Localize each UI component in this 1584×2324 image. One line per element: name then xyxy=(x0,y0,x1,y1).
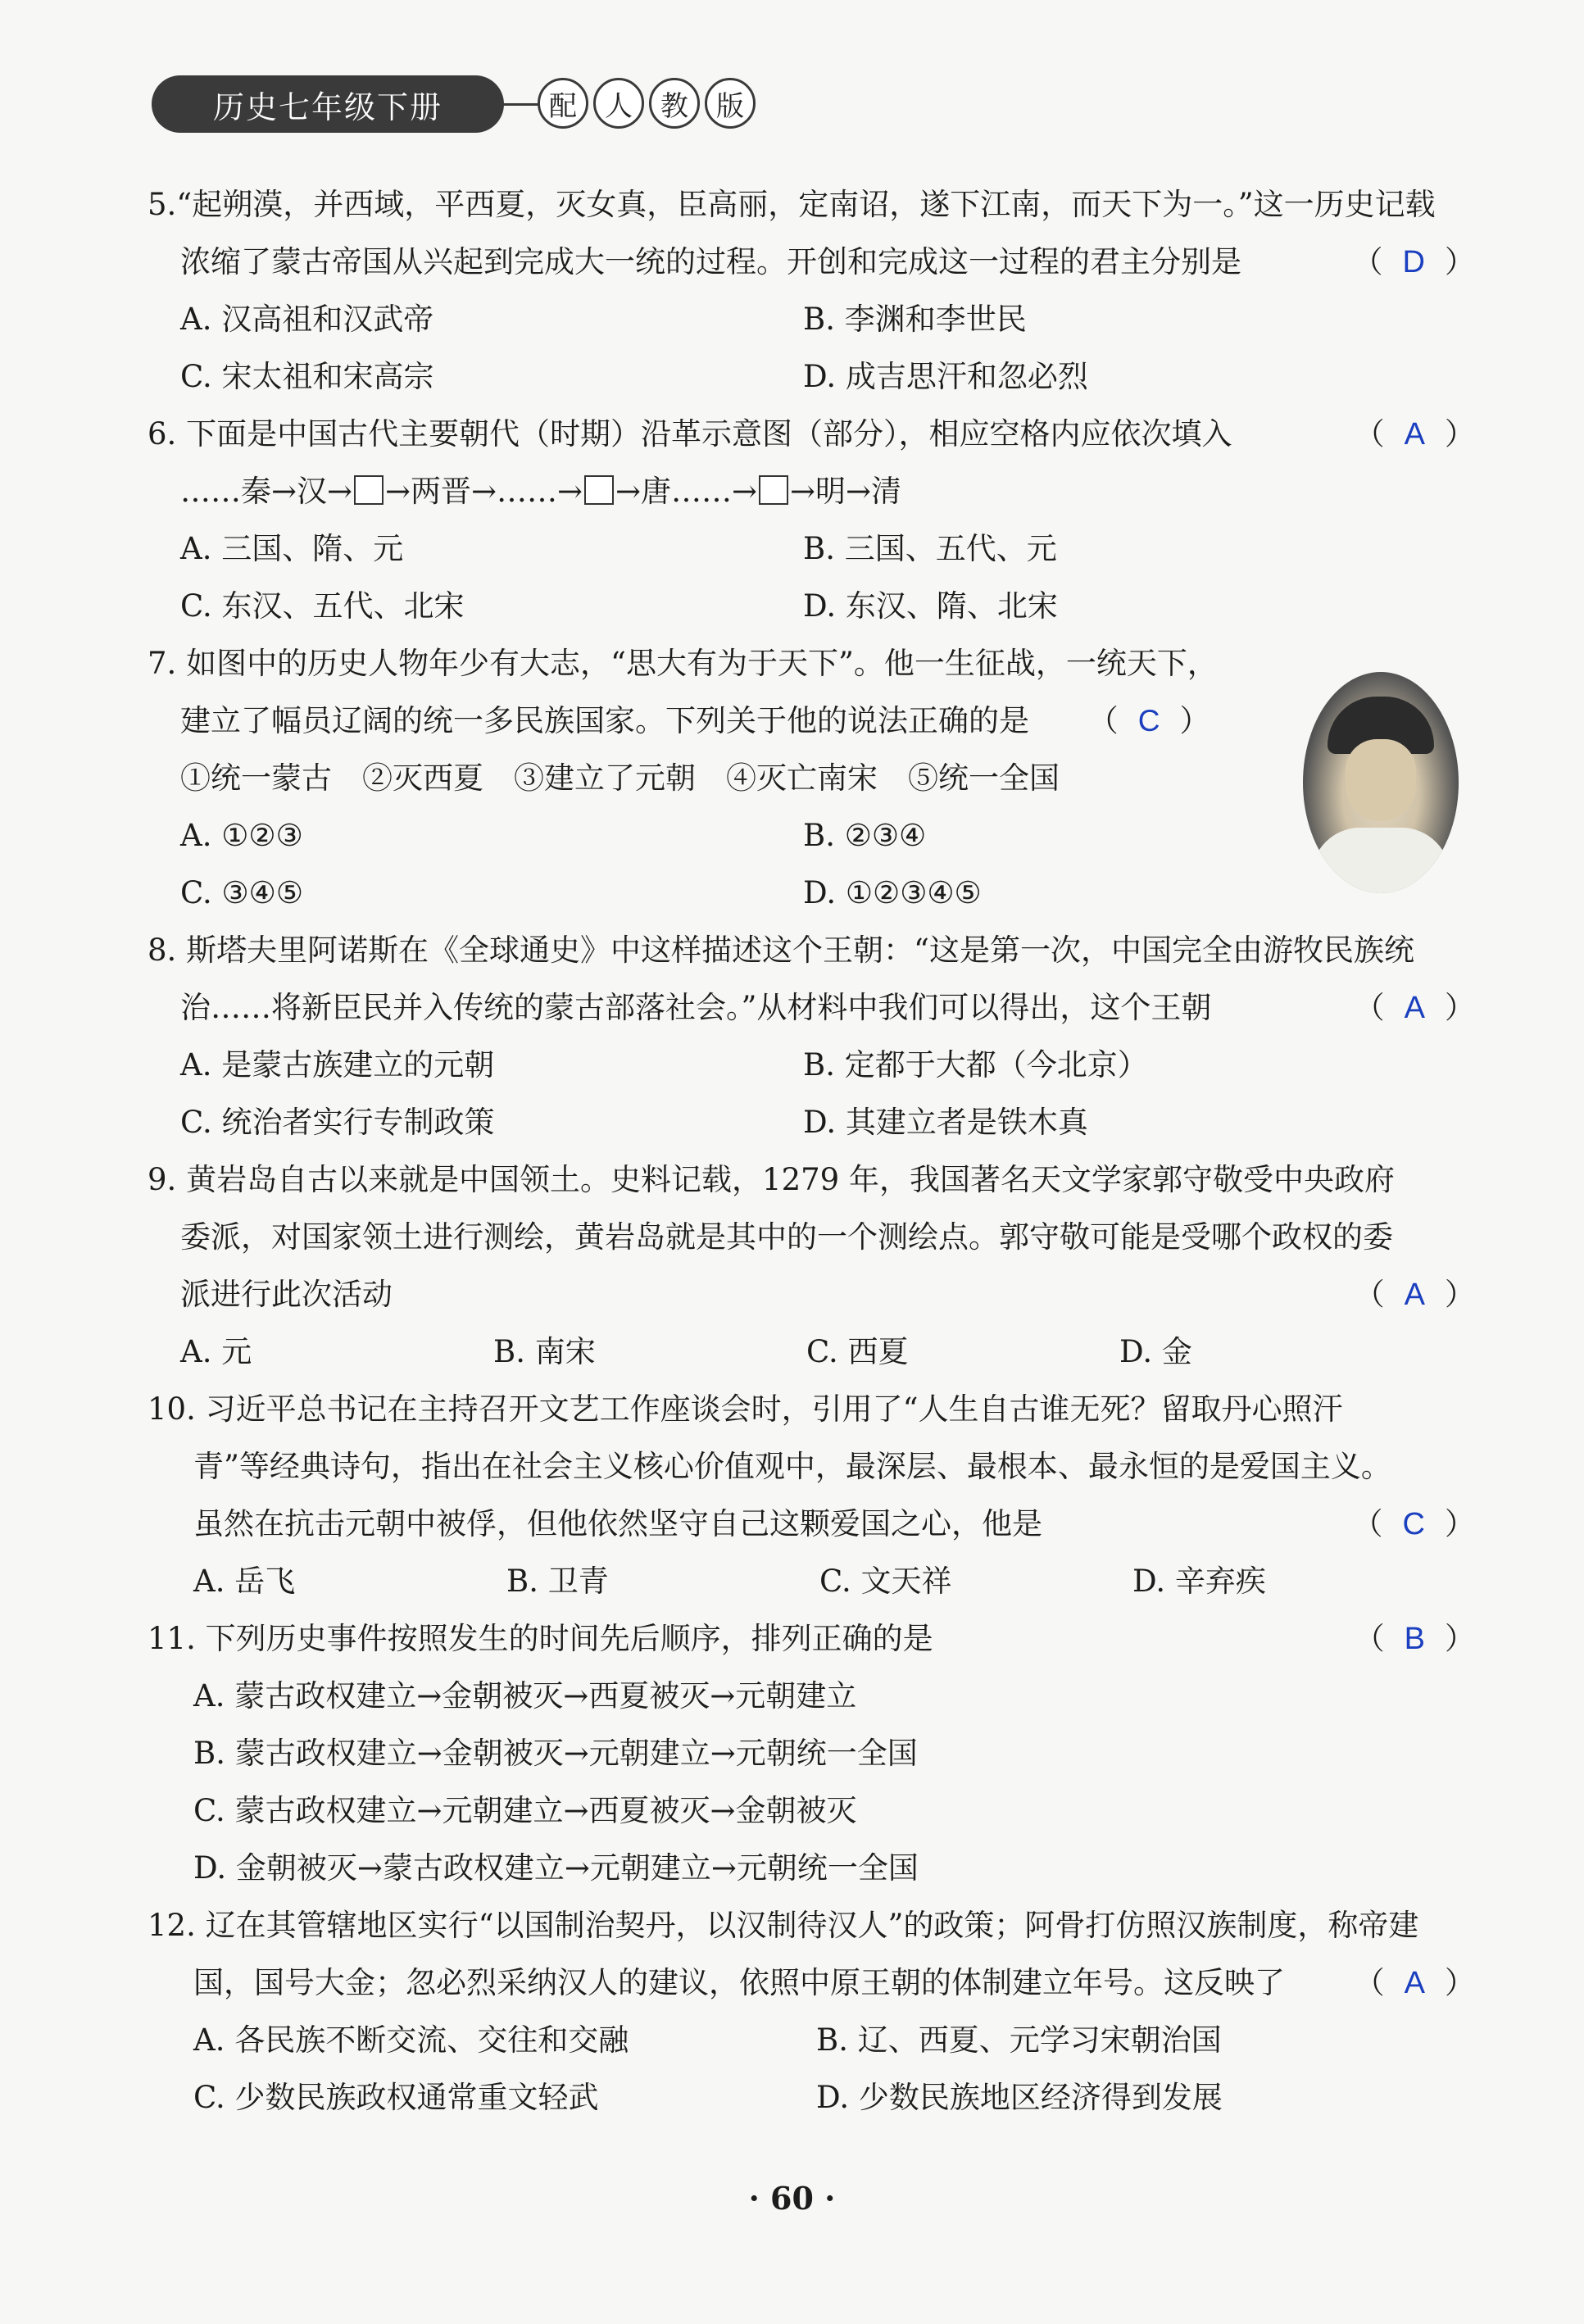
option: B. 李渊和李世民 xyxy=(803,302,1027,337)
question-stem: 虽然在抗击元朝中被俘，但他依然坚守自己这颗爱国之心，他是 （ C ） xyxy=(148,1496,1475,1553)
option: C. 蒙古政权建立→元朝建立→西夏被灭→金朝被灭 xyxy=(193,1793,857,1828)
question-stem: 派进行此次活动 （ A ） xyxy=(148,1266,1475,1323)
question-list xyxy=(148,176,1475,2127)
option: B. 卫青 xyxy=(506,1564,609,1599)
option: D. 东汉、隋、北宋 xyxy=(803,588,1058,624)
option: A. 各民族不断交流、交往和交融 xyxy=(193,2022,629,2058)
answer-bracket: （ D ） xyxy=(1352,244,1475,279)
answer-bracket: （ A ） xyxy=(1354,1965,1475,2000)
option: D. 辛弃疾 xyxy=(1132,1564,1266,1599)
statements: ①统一蒙古 ②灭西夏 ③建立了元朝 ④灭亡南宋 ⑤统一全国 xyxy=(180,760,1060,796)
question-stem: 委派，对国家领土进行测绘，黄岩岛就是其中的一个测绘点。郭守敬可能是受哪个政权的委 xyxy=(180,1219,1393,1255)
options-row xyxy=(148,807,1475,865)
question-stem: 9. 黄岩岛自古以来就是中国领土。史料记载，1279 年，我国著名天文学家郭守敬受中央政府 xyxy=(148,1162,1395,1197)
answer-bracket: （ A ） xyxy=(1354,1277,1475,1312)
question-10 xyxy=(148,1381,1475,1610)
page-number: · 60 · xyxy=(748,2180,836,2217)
option: C. 文天祥 xyxy=(819,1564,952,1599)
question-5 xyxy=(148,176,1475,406)
options-row xyxy=(148,520,1475,578)
option: A. 汉高祖和汉武帝 xyxy=(180,302,434,337)
portrait-face xyxy=(1346,739,1416,821)
option: B. 蒙古政权建立→金朝被灭→元朝建立→元朝统一全国 xyxy=(193,1736,918,1771)
question-stem: 12. 辽在其管辖地区实行“以国制治契丹，以汉制待汉人”的政策；阿骨打仿照汉族制度，称帝建 xyxy=(148,1908,1419,1943)
option: D. 金朝被灭→蒙古政权建立→元朝建立→元朝统一全国 xyxy=(193,1850,919,1886)
edition-badge: 配 xyxy=(538,78,588,129)
historical-figure-portrait xyxy=(1303,672,1459,893)
option: A. ①②③ xyxy=(180,818,303,853)
question-stem: 6. 下面是中国古代主要朝代（时期）沿革示意图（部分），相应空格内应依次填入 （ A ） xyxy=(148,406,1475,463)
answer-bracket: （ A ） xyxy=(1354,416,1475,452)
options-row xyxy=(148,291,1475,348)
option: A. 元 xyxy=(180,1334,252,1369)
edition-badges xyxy=(538,78,756,129)
answer-value: A xyxy=(1404,1278,1425,1312)
answer-value: D xyxy=(1402,245,1425,279)
question-stem: 8. 斯塔夫里阿诺斯在《全球通史》中这样描述这个王朝：“这是第一次，中国完全由游牧民族统 xyxy=(148,933,1414,968)
book-title: 历史七年级下册 xyxy=(212,89,443,125)
answer-value: B xyxy=(1404,1622,1425,1656)
question-stem: 治……将新臣民并入传统的蒙古部落社会。”从材料中我们可以得出，这个王朝 （ A ） xyxy=(148,979,1475,1037)
option: C. 西夏 xyxy=(806,1334,909,1369)
answer-value: C xyxy=(1402,1507,1425,1541)
edition-badge: 版 xyxy=(705,78,756,129)
portrait-robe xyxy=(1311,828,1450,893)
option: C. 少数民族政权通常重文轻武 xyxy=(193,2080,599,2115)
answer-value: A xyxy=(1404,417,1425,452)
question-stem: 国，国号大金；忽必烈采纳汉人的建议，依照中原王朝的体制建立年号。这反映了 （ A ） xyxy=(148,1954,1475,2012)
option: C. 东汉、五代、北宋 xyxy=(180,588,465,624)
question-12 xyxy=(148,1897,1475,2127)
answer-bracket: （ C ） xyxy=(1087,703,1210,738)
option: C. 宋太祖和宋高宗 xyxy=(180,359,434,394)
question-stem: 5.“起朔漠，并西域，平西夏，灭女真，臣高丽，定南诏，遂下江南，而天下为一。”这一历史记载 xyxy=(148,187,1436,222)
answer-value: A xyxy=(1404,1966,1425,2000)
question-stem: 浓缩了蒙古帝国从兴起到完成大一统的过程。开创和完成这一过程的君主分别是 （ D ） xyxy=(148,234,1475,291)
option: D. 成吉思汗和忽必烈 xyxy=(803,359,1088,394)
header-connector xyxy=(500,103,541,106)
option: B. 三国、五代、元 xyxy=(803,531,1057,566)
options-row xyxy=(148,865,1475,922)
option: D. 金 xyxy=(1119,1334,1192,1369)
options-row xyxy=(148,2012,1475,2069)
question-9 xyxy=(148,1151,1475,1381)
option: A. 是蒙古族建立的元朝 xyxy=(180,1047,495,1083)
question-8 xyxy=(148,922,1475,1151)
option: A. 蒙古政权建立→金朝被灭→西夏被灭→元朝建立 xyxy=(193,1678,857,1713)
option: B. ②③④ xyxy=(803,818,927,853)
option: B. 南宋 xyxy=(493,1334,596,1369)
options-row xyxy=(148,1094,1475,1151)
question-11 xyxy=(148,1610,1475,1897)
option: B. 定都于大都（今北京） xyxy=(803,1047,1148,1083)
question-stem: 建立了幅员辽阔的统一多民族国家。下列关于他的说法正确的是 （ C ） xyxy=(180,703,1210,738)
edition-badge: 教 xyxy=(649,78,700,129)
book-title-pill xyxy=(152,75,504,133)
question-stem: 7. 如图中的历史人物年少有大志，“思大有为于天下”。他一生征战，一统天下， xyxy=(148,646,1218,681)
answer-bracket: （ A ） xyxy=(1354,990,1475,1025)
answer-value: C xyxy=(1137,704,1160,738)
option: B. 辽、西夏、元学习宋朝治国 xyxy=(816,2022,1222,2058)
option: C. 统治者实行专制政策 xyxy=(180,1105,495,1140)
options-row xyxy=(148,2069,1475,2127)
option: C. ③④⑤ xyxy=(180,875,304,910)
option: A. 三国、隋、元 xyxy=(180,531,404,566)
options-row xyxy=(148,348,1475,406)
question-stem: 11. 下列历史事件按照发生的时间先后顺序，排列正确的是 （ B ） xyxy=(148,1610,1475,1668)
question-stem: 青”等经典诗句，指出在社会主义核心价值观中，最深层、最根本、最永恒的是爱国主义。 xyxy=(193,1449,1391,1484)
options-row xyxy=(148,1323,1475,1381)
blank-box xyxy=(354,475,384,505)
blank-box xyxy=(584,475,614,505)
question-stem: 10. 习近平总书记在主持召开文艺工作座谈会时，引用了“人生自古谁无死？留取丹心照汗 xyxy=(148,1391,1343,1427)
answer-bracket: （ B ） xyxy=(1354,1621,1475,1656)
dynasty-chain: ……秦→汉→ →两晋→……→ →唐……→ →明→清 xyxy=(180,474,902,509)
option: D. ①②③④⑤ xyxy=(803,875,982,910)
question-7 xyxy=(148,635,1475,922)
option: A. 岳飞 xyxy=(193,1564,296,1599)
answer-bracket: （ C ） xyxy=(1352,1506,1475,1541)
option: D. 少数民族地区经济得到发展 xyxy=(816,2080,1223,2115)
answer-value: A xyxy=(1404,991,1425,1025)
options-row xyxy=(148,1553,1475,1610)
question-6 xyxy=(148,406,1475,635)
edition-badge: 人 xyxy=(593,78,644,129)
options-row xyxy=(148,1037,1475,1094)
blank-box xyxy=(759,475,788,505)
option: D. 其建立者是铁木真 xyxy=(803,1105,1088,1140)
options-row xyxy=(148,578,1475,635)
